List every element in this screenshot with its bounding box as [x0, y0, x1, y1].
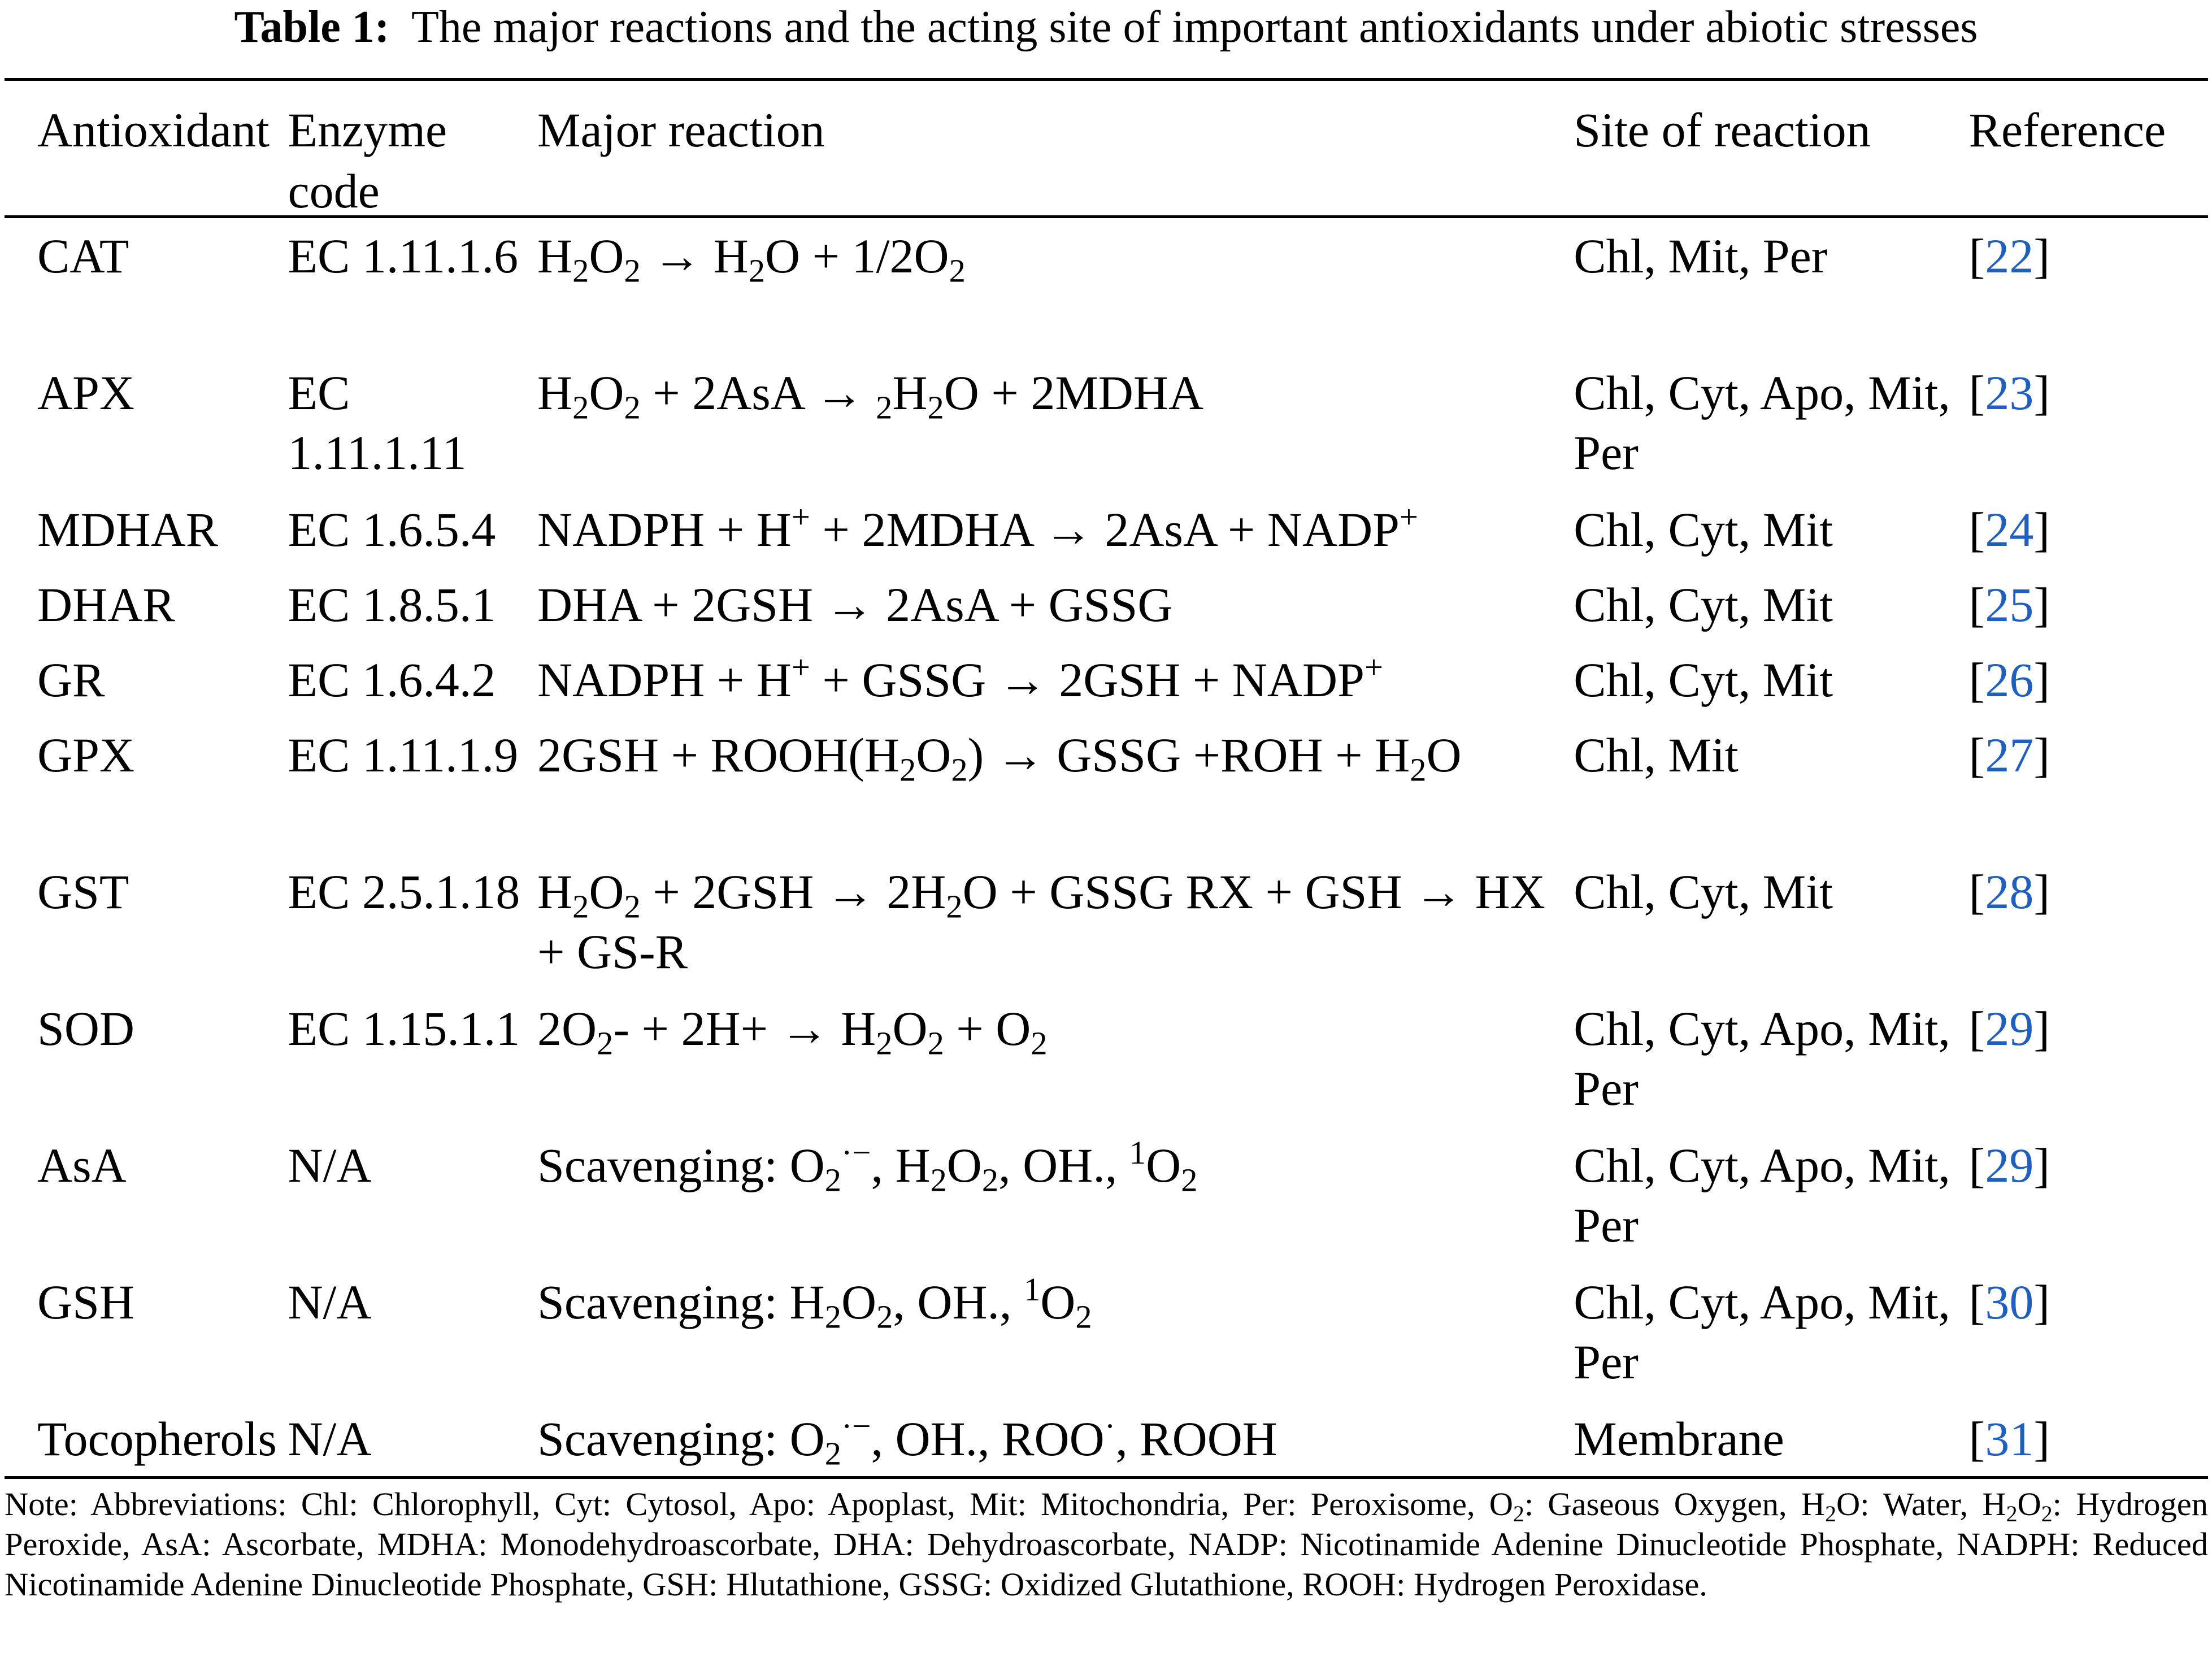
cell-enzyme-code: EC 1.6.5.4	[288, 502, 496, 557]
reaction-text-segment: O	[892, 1001, 928, 1056]
reaction-text-segment: 2GSH + ROOH(H	[537, 728, 899, 782]
bracket: ]	[2033, 366, 2050, 420]
reaction-text-segment: NADPH + H	[537, 653, 792, 707]
table-body	[5, 222, 2208, 1480]
cell-reference	[1969, 1404, 2208, 1480]
cell-major-reaction	[537, 358, 1574, 495]
reaction-text-segment: 2	[624, 888, 641, 925]
reaction-text-segment: 2	[572, 888, 589, 925]
table-row	[5, 495, 2208, 570]
cell-major-reaction	[537, 994, 1574, 1131]
reaction-text-segment: O	[589, 366, 624, 420]
reaction-text-segment: NADPH + H	[537, 502, 792, 557]
cell-site: Chl, Cyt, Mit	[1574, 653, 1833, 707]
reaction-text-segment: + 2GSH → 2H	[640, 865, 946, 919]
cell-antioxidant: APX	[37, 366, 135, 420]
reaction-text-segment: 2	[930, 1161, 947, 1199]
reaction-text-segment: , OH.,	[998, 1138, 1129, 1192]
bracket: [	[1968, 1001, 1985, 1056]
header-major-reaction: Major reaction	[537, 103, 825, 157]
reaction-text-segment: Scavenging: O	[537, 1138, 825, 1192]
reaction-text-segment: 2	[946, 888, 963, 925]
header-row	[5, 85, 2208, 222]
cell-major-reaction	[537, 857, 1574, 994]
reaction-text-segment: O	[916, 728, 951, 782]
cell-antioxidant: Tocopherols	[37, 1412, 277, 1466]
cell-major-reaction	[537, 1268, 1574, 1404]
cell-antioxidant: GPX	[37, 728, 135, 782]
note-text-segment: O	[2017, 1486, 2041, 1522]
table-row	[5, 1268, 2208, 1404]
bracket: ]	[2033, 1412, 2050, 1466]
cell-site: Chl, Cyt, Apo, Mit, Per	[1574, 366, 1950, 480]
table-row	[5, 1404, 2208, 1480]
cell-site: Chl, Cyt, Apo, Mit, Per	[1574, 1001, 1950, 1116]
cell-enzyme-code: EC 1.6.4.2	[288, 653, 496, 707]
reference-link[interactable]: 30	[1985, 1275, 2034, 1329]
bracket: [	[1968, 1138, 1985, 1192]
reaction-text-segment: 2	[624, 389, 641, 426]
bracket: [	[1968, 578, 1985, 632]
reaction-text-segment: 2	[876, 1298, 893, 1335]
reaction-text-segment: +	[791, 648, 810, 686]
bracket: [	[1968, 1275, 1985, 1329]
bracket: [	[1968, 653, 1985, 707]
reaction-text-segment: + 2AsA →	[640, 366, 876, 420]
reaction-text-segment: Scavenging: O	[537, 1412, 825, 1466]
cell-reference	[1969, 645, 2208, 721]
reaction-text-segment: 2	[824, 1298, 841, 1335]
reaction-text-segment: 2	[927, 389, 944, 426]
reaction-text-segment: 2	[899, 751, 916, 788]
table-row	[5, 645, 2208, 721]
reference-link[interactable]: 31	[1985, 1412, 2034, 1466]
reaction-text-segment: - + 2H+ → H	[613, 1001, 876, 1056]
cell-reference	[1969, 994, 2208, 1131]
reaction-text-segment: 2	[572, 389, 589, 426]
bracket: ]	[2033, 1001, 2050, 1056]
reaction-text-segment: O + 1/2O	[765, 229, 949, 283]
note-text-segment: 2	[1513, 1502, 1524, 1527]
cell-enzyme-code: EC 2.5.1.18	[288, 865, 520, 919]
reaction-text-segment: 2	[624, 252, 641, 289]
reaction-text-segment: O	[589, 865, 624, 919]
reference-link[interactable]: 24	[1985, 502, 2034, 557]
caption-label: Table 1:	[234, 2, 390, 52]
cell-major-reaction	[537, 495, 1574, 570]
reaction-text-segment: + GSSG → 2GSH + NADP	[810, 653, 1364, 707]
cell-enzyme-code: EC 1.11.1.11	[288, 366, 467, 480]
reaction-text-segment: 2	[1075, 1298, 1092, 1335]
cell-major-reaction: DHA + 2GSH → 2AsA + GSSG	[537, 578, 1173, 632]
reference-link[interactable]: 26	[1985, 653, 2034, 707]
reaction-text-segment: 2	[1410, 751, 1427, 788]
cell-antioxidant: GSH	[37, 1275, 135, 1329]
cell-reference	[1969, 222, 2208, 358]
cell-major-reaction	[537, 721, 1574, 857]
antioxidant-table	[5, 85, 2208, 1480]
bracket: ]	[2033, 865, 2050, 919]
reaction-text-segment: O	[946, 1138, 982, 1192]
reference-link[interactable]: 22	[1985, 229, 2034, 283]
reference-link[interactable]: 23	[1985, 366, 2034, 420]
bracket: ]	[2033, 1138, 2050, 1192]
header-antioxidant: Antioxidant	[37, 103, 270, 157]
cell-antioxidant: GR	[37, 653, 105, 707]
cell-enzyme-code: EC 1.15.1.1	[288, 1001, 520, 1056]
table-row	[5, 994, 2208, 1131]
table-row	[5, 358, 2208, 495]
note-text-segment: 2	[1825, 1502, 1836, 1527]
reaction-text-segment: Scavenging: H	[537, 1275, 825, 1329]
reaction-text-segment: , ROOH	[1115, 1412, 1277, 1466]
cell-reference	[1969, 857, 2208, 994]
cell-site: Chl, Cyt, Mit	[1574, 502, 1833, 557]
reaction-text-segment: , OH., ROO	[871, 1412, 1105, 1466]
reaction-text-segment: 2	[1181, 1161, 1198, 1199]
reaction-text-segment: 2	[824, 1435, 841, 1472]
cell-enzyme-code: N/A	[288, 1275, 372, 1329]
reaction-text-segment: 2	[981, 1161, 999, 1199]
reaction-text-segment: 2	[949, 252, 966, 289]
bracket: [	[1968, 366, 1985, 420]
reaction-text-segment: ·−	[841, 1134, 871, 1171]
cell-site: Chl, Cyt, Apo, Mit, Per	[1574, 1275, 1950, 1389]
bracket: ]	[2033, 229, 2050, 283]
bracket: [	[1968, 502, 1985, 557]
cell-major-reaction	[537, 1131, 1574, 1268]
header-site: Site of reaction	[1574, 103, 1871, 157]
reaction-text-segment: O	[589, 229, 624, 283]
reaction-text-segment: O + GSSG RX + GSH → HX + GS-R	[537, 865, 1545, 979]
reaction-text-segment: ·	[1104, 1407, 1116, 1444]
reaction-text-segment: → H	[640, 229, 749, 283]
reaction-text-segment: O	[1146, 1138, 1181, 1192]
reaction-text-segment: 2	[951, 751, 968, 788]
caption-text: The major reactions and the acting site of important antioxidants under abiotic stresses	[411, 2, 1978, 52]
bracket: ]	[2033, 653, 2050, 707]
reaction-text-segment: H	[892, 366, 928, 420]
reference-link[interactable]: 28	[1985, 865, 2034, 919]
note-text-segment: 2	[2041, 1502, 2053, 1527]
reaction-text-segment: 2	[824, 1161, 841, 1199]
table-caption	[0, 0, 2212, 54]
table-row	[5, 721, 2208, 857]
reaction-text-segment: 2	[876, 389, 893, 426]
cell-reference	[1969, 721, 2208, 857]
cell-site: Membrane	[1574, 1412, 1784, 1466]
cell-antioxidant: MDHAR	[37, 502, 219, 557]
table-row	[5, 857, 2208, 994]
cell-antioxidant: CAT	[37, 229, 129, 283]
bracket: ]	[2033, 728, 2050, 782]
cell-antioxidant: AsA	[37, 1138, 127, 1192]
cell-reference	[1969, 1268, 2208, 1404]
reaction-text-segment: O	[1426, 728, 1462, 782]
note-text-segment: O: Water, H	[1836, 1486, 2006, 1522]
reaction-text-segment: 2	[927, 1025, 944, 1062]
cell-reference	[1969, 358, 2208, 495]
cell-major-reaction	[537, 1404, 1574, 1480]
header-enzyme-code: Enzyme code	[288, 103, 447, 218]
cell-site: Chl, Mit	[1574, 728, 1739, 782]
note-text-segment: 2	[2006, 1502, 2018, 1527]
reaction-text-segment: O	[841, 1275, 877, 1329]
reaction-text-segment: H	[537, 366, 573, 420]
header-reference: Reference	[1968, 103, 2166, 157]
cell-reference	[1969, 495, 2208, 570]
reaction-text-segment: O + 2MDHA	[944, 366, 1204, 420]
cell-reference	[1969, 1131, 2208, 1268]
reaction-text-segment: 2	[748, 252, 766, 289]
cell-antioxidant: GST	[37, 865, 129, 919]
reaction-text-segment: O	[1040, 1275, 1076, 1329]
bracket: [	[1968, 728, 1985, 782]
cell-enzyme-code: EC 1.11.1.6	[288, 229, 519, 283]
reaction-text-segment: 2	[597, 1025, 614, 1062]
cell-reference	[1969, 570, 2208, 645]
note-text-segment: Note: Abbreviations: Chl: Chlorophyll, Cyt: Cytosol, Apo: Apoplast, Mit: Mitochondria, Per: Peroxisome, O	[5, 1486, 1514, 1522]
reaction-text-segment: H	[537, 865, 573, 919]
reaction-text-segment: 2	[572, 252, 589, 289]
reaction-text-segment: ) → GSSG +ROH + H	[967, 728, 1410, 782]
cell-enzyme-code: N/A	[288, 1138, 372, 1192]
cell-site: Chl, Mit, Per	[1574, 229, 1828, 283]
bracket: [	[1968, 1412, 1985, 1466]
cell-major-reaction	[537, 222, 1574, 358]
reaction-text-segment: + 2MDHA → 2AsA + NADP	[810, 502, 1400, 557]
cell-site: Chl, Cyt, Mit	[1574, 578, 1833, 632]
reaction-text-segment: +	[791, 498, 810, 535]
cell-enzyme-code: EC 1.8.5.1	[288, 578, 496, 632]
reaction-text-segment: 2O	[537, 1001, 597, 1056]
note-text-segment: : Gaseous Oxygen, H	[1524, 1486, 1826, 1522]
bracket: [	[1968, 229, 1985, 283]
reaction-text-segment: 2	[876, 1025, 893, 1062]
reaction-text-segment: H	[537, 229, 573, 283]
reaction-text-segment: 1	[1024, 1270, 1041, 1308]
reaction-text-segment: ·−	[841, 1407, 871, 1444]
cell-site: Chl, Cyt, Mit	[1574, 865, 1833, 919]
reference-link[interactable]: 29	[1985, 1138, 2034, 1192]
cell-antioxidant: DHAR	[37, 578, 175, 632]
bracket: ]	[2033, 502, 2050, 557]
table-row	[5, 570, 2208, 645]
table-row	[5, 222, 2208, 358]
reaction-text-segment: + O	[944, 1001, 1031, 1056]
bracket: [	[1968, 865, 1985, 919]
reaction-text-segment: 2	[1031, 1025, 1048, 1062]
bracket: ]	[2033, 1275, 2050, 1329]
reaction-text-segment: +	[1400, 498, 1418, 535]
table-note	[5, 1484, 2208, 1604]
cell-enzyme-code: EC 1.11.1.9	[288, 728, 519, 782]
reaction-text-segment: , H	[871, 1138, 931, 1192]
reaction-text-segment: , OH.,	[893, 1275, 1024, 1329]
note-text-segment: : Hydrogen Peroxide, AsA: Ascorbate, MDHA: Monodehydroascorbate, DHA: Dehydroascorbate, NADP: Nicotinamide Adenine Dinucleotide Phosphate, NADPH: Reduced Nicotinamide Adenine Dinucleotide Phosphate, GSH: Hlutathione, GSSG: Oxidized Glutathione, ROOH: Hydrogen Peroxidase.	[5, 1486, 2209, 1603]
reference-link[interactable]: 27	[1985, 728, 2034, 782]
cell-major-reaction	[537, 645, 1574, 721]
bracket: ]	[2033, 578, 2050, 632]
reference-link[interactable]: 29	[1985, 1001, 2034, 1056]
cell-enzyme-code: N/A	[288, 1412, 372, 1466]
reference-link[interactable]: 25	[1985, 578, 2034, 632]
cell-site: Chl, Cyt, Apo, Mit, Per	[1574, 1138, 1950, 1252]
cell-antioxidant: SOD	[37, 1001, 135, 1056]
top-rule	[5, 78, 2208, 81]
reaction-text-segment: 1	[1129, 1134, 1146, 1171]
reaction-text-segment: +	[1364, 648, 1383, 686]
table-row	[5, 1131, 2208, 1268]
